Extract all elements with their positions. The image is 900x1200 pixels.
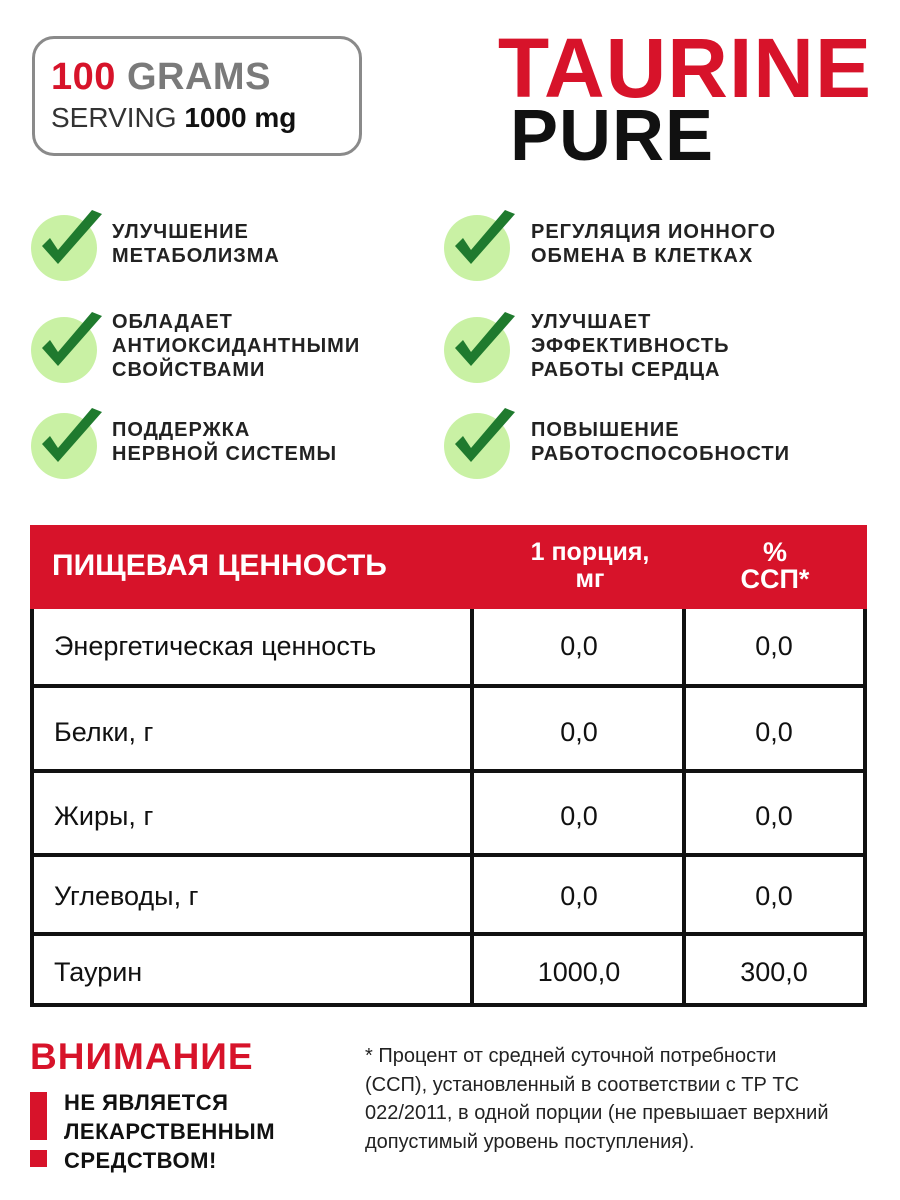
row-percent: 0,0: [755, 717, 793, 747]
check-icon: [30, 404, 106, 480]
check-icon: [443, 206, 519, 282]
row-percent: 0,0: [755, 801, 793, 831]
benefit-item: [30, 308, 360, 384]
check-icon: [443, 308, 519, 384]
row-divider: [34, 769, 863, 773]
row-percent: 300,0: [740, 957, 808, 987]
badge-serving-value: 1000 mg: [184, 101, 297, 133]
row-name: Энергетическая ценность: [54, 631, 377, 661]
row-portion: 1000,0: [537, 957, 621, 987]
serving-badge: [32, 36, 362, 156]
row-portion: 0,0: [560, 717, 598, 747]
row-divider: [34, 853, 863, 857]
brand-title: TAURINE: [497, 21, 872, 115]
row-divider: [34, 684, 863, 688]
check-icon: [443, 404, 519, 480]
header-name: ПИЩЕВАЯ ЦЕННОСТЬ: [52, 549, 387, 582]
row-percent: 0,0: [755, 631, 793, 661]
header-portion: 1 порция, мг: [530, 538, 650, 593]
benefit-text: УЛУЧШАЕТ ЭФФЕКТИВНОСТЬ РАБОТЫ СЕРДЦА: [531, 311, 730, 381]
header-percent: % ССП*: [740, 537, 810, 594]
brand-subtitle: PURE: [510, 96, 715, 176]
row-portion: 0,0: [560, 801, 598, 831]
check-icon: [30, 206, 106, 282]
warning-text: НЕ ЯВЛЯЕТСЯ ЛЕКАРСТВЕННЫМ СРЕДСТВОМ!: [64, 1090, 276, 1173]
badge-serving-line: [51, 102, 359, 134]
benefit-item: [443, 206, 776, 282]
benefit-text: ПОВЫШЕНИЕ РАБОТОСПОСОБНОСТИ: [531, 419, 791, 465]
benefit-item: [30, 404, 337, 480]
benefit-text: ПОДДЕРЖКА НЕРВНОЙ СИСТЕМЫ: [112, 419, 338, 465]
table-header: [30, 525, 867, 609]
benefit-text: УЛУЧШЕНИЕ МЕТАБОЛИЗМА: [112, 221, 280, 267]
row-name: Углеводы, г: [54, 881, 199, 911]
row-portion: 0,0: [560, 631, 598, 661]
badge-serving-label: SERVING: [51, 101, 177, 133]
benefit-text: РЕГУЛЯЦИЯ ИОННОГО ОБМЕНА В КЛЕТКАХ: [531, 221, 777, 267]
check-icon: [30, 308, 106, 384]
benefit-item: [30, 206, 280, 282]
row-divider: [34, 932, 863, 936]
benefit-text: ОБЛАДАЕТ АНТИОКСИДАНТНЫМИ СВОЙСТВАМИ: [112, 311, 361, 381]
badge-amount-line: [51, 58, 359, 98]
nutrition-table: [30, 525, 867, 1007]
badge-amount: 100: [51, 56, 116, 99]
benefit-item: [443, 404, 790, 480]
badge-unit: GRAMS: [126, 56, 271, 99]
row-percent: 0,0: [755, 881, 793, 911]
row-name: Белки, г: [54, 717, 154, 747]
warning-title: ВНИМАНИЕ: [30, 1036, 254, 1077]
row-portion: 0,0: [560, 881, 598, 911]
exclamation-icon: [30, 1092, 47, 1140]
benefit-item: [443, 308, 729, 384]
exclamation-dot-icon: [30, 1150, 47, 1167]
row-name: Таурин: [54, 957, 143, 987]
row-name: Жиры, г: [54, 801, 154, 831]
footnote: * Процент от средней суточной потребности (ССП), установленный в соответствии с ТР ТС 022/2011, в одной порции (не превышает верхний допустимый уровень поступления).: [365, 1045, 829, 1153]
